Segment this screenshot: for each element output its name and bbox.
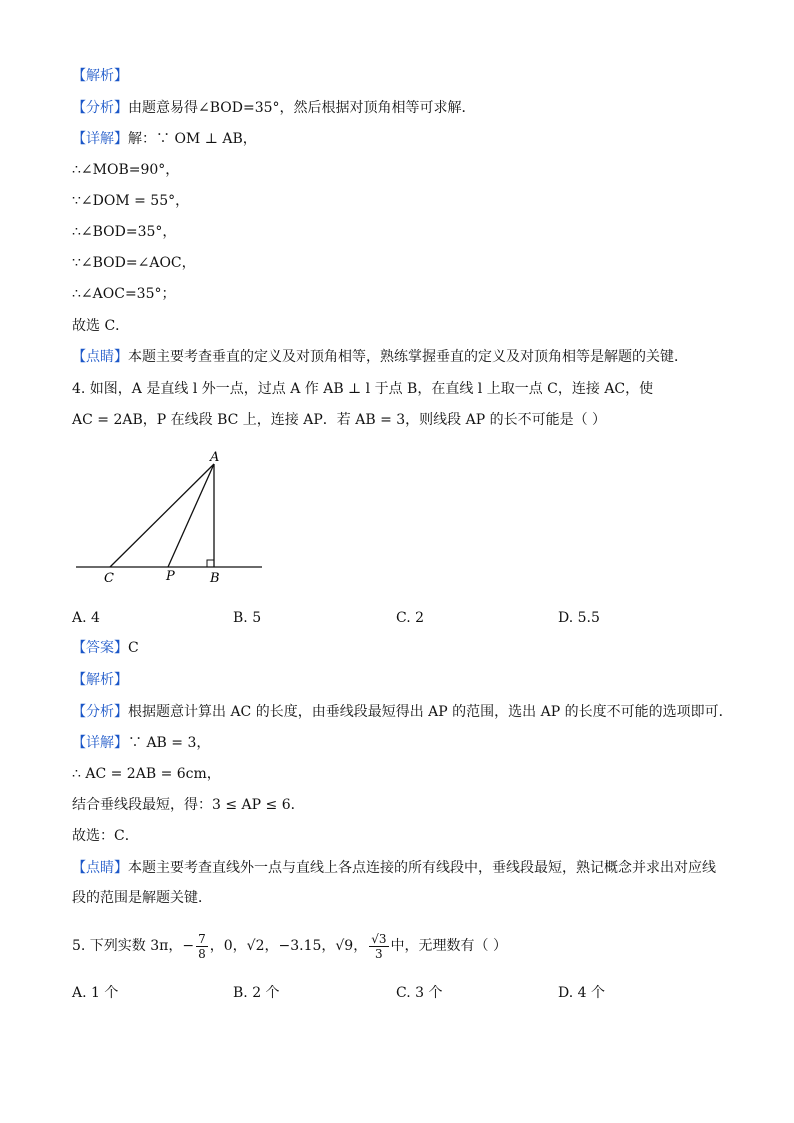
step-4: ∴∠BOD=35°， bbox=[72, 224, 177, 240]
fenxi-tag: 【分析】 bbox=[72, 100, 128, 116]
q4-dianjing-line2: 段的范围是解题关键． bbox=[72, 890, 212, 906]
q5-option-d: D. 4 个 bbox=[558, 985, 605, 1001]
q5-middle: ，0，√2，−3.15，√9， bbox=[209, 938, 368, 954]
step-5: ∵∠BOD=∠AOC， bbox=[72, 255, 196, 271]
frac2-den: 3 bbox=[375, 946, 383, 961]
q4-choice: 故选：C． bbox=[72, 828, 139, 844]
fenxi-text: 由题意易得∠BOD=35°，然后根据对顶角相等可求解． bbox=[128, 100, 476, 116]
q4-xiangjie-line bbox=[72, 733, 210, 753]
q5-stem: 5. 下列实数 3π，− $\frac{7}{8}$ ，0，√2，−3.15，√9， $\frac{√3}{3}$ 中，无理数有（ ） bbox=[72, 931, 507, 961]
xiangjie-line bbox=[72, 129, 257, 149]
q4-answer-line bbox=[72, 638, 139, 658]
frac2-num: √3 bbox=[371, 931, 387, 946]
q5-option-c: C. 3 个 bbox=[396, 985, 443, 1001]
q4-fenxi-line bbox=[72, 702, 733, 722]
q5-suffix: 中，无理数有（ ） bbox=[390, 938, 507, 954]
q4-xiangjie-tag: 【详解】 bbox=[72, 735, 128, 751]
choice-line: 故选 C． bbox=[72, 318, 130, 334]
q4-dianjing-text1: 本题主要考查直线外一点与直线上各点连接的所有线段中，垂线段最短，熟记概念并求出对应线 bbox=[128, 860, 716, 876]
dianjing-tag: 【点睛】 bbox=[72, 349, 128, 365]
q4-stem-line2: AC = 2AB，P 在线段 BC 上，连接 AP．若 AB = 3，则线段 AP 的长不可能是（ ） bbox=[72, 412, 607, 428]
step-6: ∴∠AOC=35°； bbox=[72, 286, 176, 302]
q5-prefix: 5. 下列实数 3π， bbox=[72, 938, 183, 954]
label-b: B bbox=[210, 571, 220, 586]
frac1-num: 7 bbox=[198, 931, 206, 946]
label-a: A bbox=[210, 450, 220, 465]
right-angle-mark bbox=[207, 560, 214, 567]
segment-ac bbox=[110, 464, 214, 567]
answer-value: C bbox=[128, 640, 139, 656]
fenxi-line bbox=[72, 98, 476, 118]
q5-option-a: A. 1 个 bbox=[72, 985, 119, 1001]
q5-frac-sqrt3-3 bbox=[369, 932, 388, 961]
q5-option-b: B. 2 个 bbox=[233, 985, 280, 1001]
q4-option-b: B. 5 bbox=[233, 610, 262, 626]
dianjing-line bbox=[72, 347, 688, 367]
segment-ap bbox=[168, 464, 214, 567]
step-1: ∵ OM ⊥ AB， bbox=[156, 131, 257, 147]
q4-fenxi-text: 根据题意计算出 AC 的长度，由垂线段最短得出 AP 的范围，选出 AP 的长度不可能的选项即可． bbox=[128, 704, 733, 720]
dianjing-text: 本题主要考查垂直的定义及对顶角相等，熟练掌握垂直的定义及对顶角相等是解题的关键． bbox=[128, 349, 688, 365]
q4-option-c: C. 2 bbox=[396, 610, 425, 626]
q4-step-2: ∴ AC = 2AB = 6cm， bbox=[72, 766, 221, 782]
xiangjie-tag: 【详解】 bbox=[72, 131, 128, 147]
q5-frac-neg-7-8 bbox=[196, 932, 208, 961]
xiangjie-lead: 解： bbox=[128, 131, 156, 147]
frac1-den: 8 bbox=[198, 946, 206, 961]
q4-geometry-figure bbox=[72, 448, 272, 588]
q4-stem-line1: 4. 如图，A 是直线 l 外一点，过点 A 作 AB ⊥ l 于点 B，在直线 l 上取一点 C，连接 AC，使 bbox=[72, 381, 654, 397]
q4-dianjing-line1 bbox=[72, 858, 716, 878]
step-3: ∵∠DOM = 55°， bbox=[72, 193, 190, 209]
q4-fenxi-tag: 【分析】 bbox=[72, 704, 128, 720]
answer-tag: 【答案】 bbox=[72, 640, 128, 656]
q4-dianjing-tag: 【点睛】 bbox=[72, 860, 128, 876]
step-2: ∴∠MOB=90°， bbox=[72, 162, 180, 178]
q4-step-3: 结合垂线段最短，得：3 ≤ AP ≤ 6． bbox=[72, 797, 305, 813]
jiexi-tag: 【解析】 bbox=[72, 68, 128, 84]
q4-option-a: A. 4 bbox=[72, 610, 100, 626]
q4-option-d: D. 5.5 bbox=[558, 610, 600, 626]
label-p: P bbox=[166, 569, 175, 584]
label-c: C bbox=[104, 571, 114, 586]
q4-jiexi-tag: 【解析】 bbox=[72, 672, 128, 688]
q4-xiangjie-text: ∵ AB = 3， bbox=[128, 735, 211, 751]
